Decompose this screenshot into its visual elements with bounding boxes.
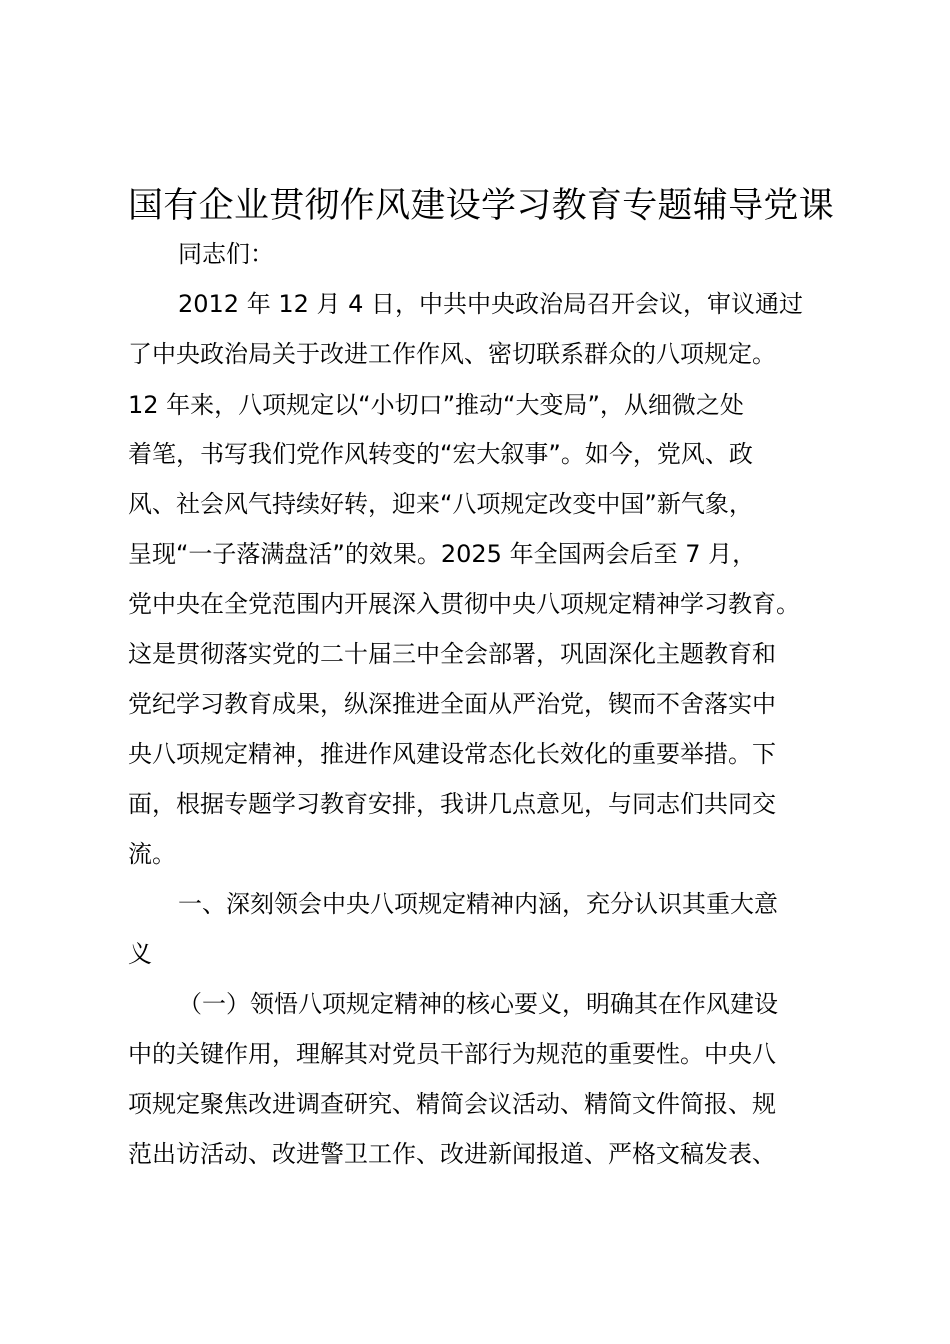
body-text-line: 项规定聚焦改进调查研究、精简会议活动、精简文件简报、规 [128,1090,776,1118]
body-text-line: 这是贯彻落实党的二十届三中全会部署，巩固深化主题教育和 [128,640,776,668]
section-heading-line: 一、深刻领会中央八项规定精神内涵，充分认识其重大意 [178,890,778,918]
body-text-line: 党中央在全党范围内开展深入贯彻中央八项规定精神学习教育。 [128,590,800,618]
body-text-line: 风、社会风气持续好转，迎来“八项规定改变中国”新气象， [128,490,753,518]
body-text-line: 着笔，书写我们党作风转变的“宏大叙事”。如今，党风、政 [128,440,753,468]
body-text-line: 流。 [128,840,176,868]
body-text-line: 呈现“一子落满盘活”的效果。2025 年全国两会后至 7 月， [128,540,757,568]
body-text-line: 2012 年 12 月 4 日，中共中央政治局召开会议，审议通过 [178,290,804,318]
body-text-line: 党纪学习教育成果，纵深推进全面从严治党，锲而不舍落实中 [128,690,776,718]
body-text-line: 了中央政治局关于改进工作作风、密切联系群众的八项规定。 [128,340,776,368]
document-title: 国有企业贯彻作风建设学习教育专题辅导党课 [128,186,835,226]
salutation-line: 同志们： [178,240,274,268]
subsection-text-line: （一）领悟八项规定精神的核心要义，明确其在作风建设 [178,990,778,1018]
body-text-line: 央八项规定精神，推进作风建设常态化长效化的重要举措。下 [128,740,776,768]
section-heading-line: 义 [128,940,152,968]
body-text-line: 范出访活动、改进警卫工作、改进新闻报道、严格文稿发表、 [128,1140,776,1168]
body-text-line: 12 年来，八项规定以“小切口”推动“大变局”，从细微之处 [128,391,744,419]
body-text-line: 中的关键作用，理解其对党员干部行为规范的重要性。中央八 [128,1040,776,1068]
body-text-line: 面，根据专题学习教育安排，我讲几点意见，与同志们共同交 [128,790,776,818]
